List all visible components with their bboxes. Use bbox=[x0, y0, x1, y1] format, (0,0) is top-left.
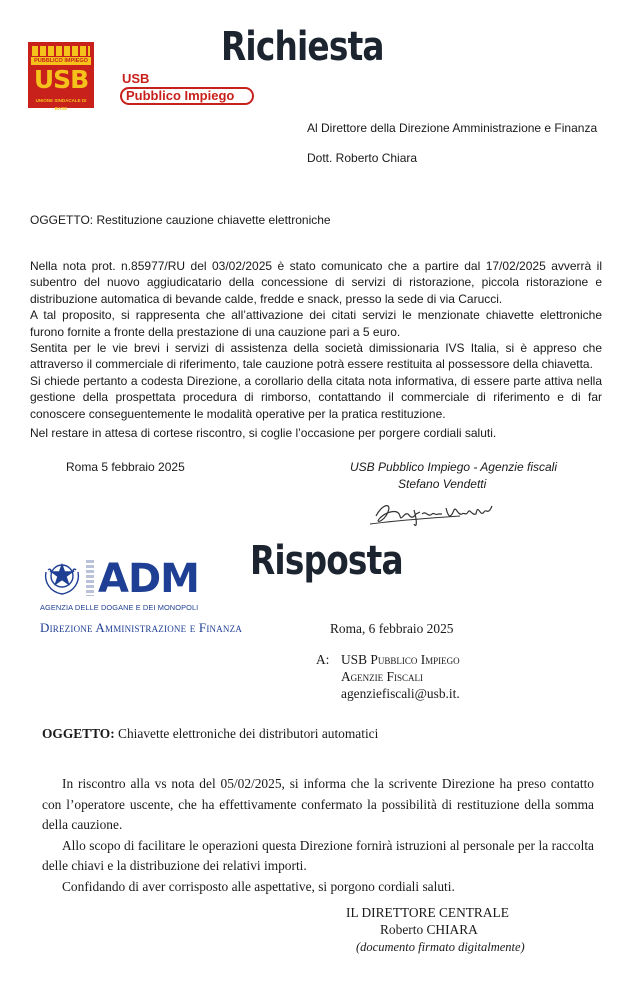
usb-pi-logo-pill: Pubblico Impiego bbox=[120, 87, 254, 105]
usb-pubblico-impiego-logo bbox=[120, 72, 254, 105]
direction-header: Direzione Amministrazione e Finanza bbox=[40, 620, 243, 635]
risposta-subject bbox=[42, 724, 378, 745]
richiesta-paragraph-3: Sentita per le vie brevi i servizi di assistenza della società dimissionaria IVS Italia, si è appreso che attraverso il commerciale di riferimento, tale cauzione potrà essere restituita al possessore della chiavetta. bbox=[30, 341, 602, 372]
risposta-to-label: A: bbox=[316, 652, 330, 667]
richiesta-paragraph-1: Nella nota prot. n.85977/RU del 03/02/2025 è stato comunicato che a partire dal 17/02/2025 avverrà il subentro del nuovo aggiudicatario della concessione di servizi di ristorazione, piccola ristorazione e distribuzione automatica di bevande calde, fredde e snack, presso la sede di via Carucci. bbox=[30, 259, 602, 306]
risposta-sign-name: Roberto CHIARA bbox=[380, 922, 478, 937]
risposta-paragraph-1: In riscontro alla vs nota del 05/02/2025, si informa che la scrivente Direzione ha preso contatto con l’operatore uscente, che ha effettivamente confermato la possibilità di restituzione della somma della cauzione. bbox=[42, 776, 594, 832]
recipient-line-2: Dott. Roberto Chiara bbox=[307, 151, 418, 165]
richiesta-title: Richiesta bbox=[221, 24, 384, 70]
usb-logo-bottom-label: UNIONE SINDACALE DI BASE bbox=[35, 98, 87, 111]
richiesta-body bbox=[30, 258, 602, 422]
risposta-sign-note: (documento firmato digitalmente) bbox=[356, 940, 525, 954]
richiesta-signer-name: Stefano Vendetti bbox=[398, 477, 487, 491]
usb-logo bbox=[28, 42, 94, 111]
risposta-subject-text: Chiavette elettroniche dei distributori automatici bbox=[118, 726, 379, 741]
signature-stefano-vendetti bbox=[370, 494, 510, 534]
risposta-to-email: agenziefiscali@usb.it. bbox=[341, 686, 460, 701]
risposta-title: Risposta bbox=[250, 538, 403, 584]
richiesta-place-date: Roma 5 febbraio 2025 bbox=[66, 460, 185, 474]
usb-logo-top-label: PUBBLICO IMPIEGO bbox=[31, 57, 91, 65]
risposta-to-line-1: USB Pubblico Impiego bbox=[341, 652, 460, 667]
risposta-sign-title: IL DIRETTORE CENTRALE bbox=[346, 905, 509, 920]
risposta-to-line-2: Agenzie Fiscali bbox=[341, 669, 423, 684]
risposta-body bbox=[42, 774, 594, 897]
risposta-paragraph-3: Confidando di aver corrisposto alle aspettative, si porgono cordiali saluti. bbox=[62, 878, 455, 894]
risposta-subject-label: OGGETTO: bbox=[42, 726, 115, 741]
risposta-paragraph-2: Allo scopo di facilitare le operazioni questa Direzione fornirà istruzioni al personale per la raccolta delle chiavi e la distribuzione dei relativi importi. bbox=[42, 837, 594, 873]
richiesta-subject: OGGETTO: Restituzione cauzione chiavette elettroniche bbox=[30, 213, 331, 227]
usb-logo-stripes bbox=[32, 46, 90, 56]
italian-emblem-icon bbox=[40, 558, 84, 598]
richiesta-signer-org: USB Pubblico Impiego - Agenzie fiscali bbox=[350, 460, 557, 474]
adm-logo bbox=[40, 556, 199, 612]
adm-logo-stripes bbox=[86, 560, 94, 596]
richiesta-paragraph-2: A tal proposito, si rappresenta che all’attivazione dei citati servizi le menzionate chiavette elettroniche furono fornite a fronte della prestazione di una cauzione pari a 5 euro. bbox=[30, 308, 602, 339]
adm-logo-tagline: AGENZIA DELLE DOGANE E DEI MONOPOLI bbox=[40, 603, 199, 612]
recipient-line-1: Al Direttore della Direzione Amministrazione e Finanza bbox=[307, 121, 598, 135]
usb-pi-logo-usb: USB bbox=[122, 71, 150, 86]
adm-logo-letters: ADM bbox=[98, 556, 199, 602]
usb-logo-mark: USB bbox=[33, 65, 89, 94]
richiesta-closing: Nel restare in attesa di cortese riscontro, si coglie l’occasione per porgere cordiali saluti. bbox=[30, 426, 497, 440]
risposta-place-date: Roma, 6 febbraio 2025 bbox=[330, 621, 454, 636]
richiesta-paragraph-4: Si chiede pertanto a codesta Direzione, a corollario della citata nota informativa, di essere parte attiva nella gestione della prospettata procedura di rimborso, contattando il commerciale di riferimento e di far conoscere conseguentemente le modalità operative per la pratica restituzione. bbox=[30, 373, 602, 421]
